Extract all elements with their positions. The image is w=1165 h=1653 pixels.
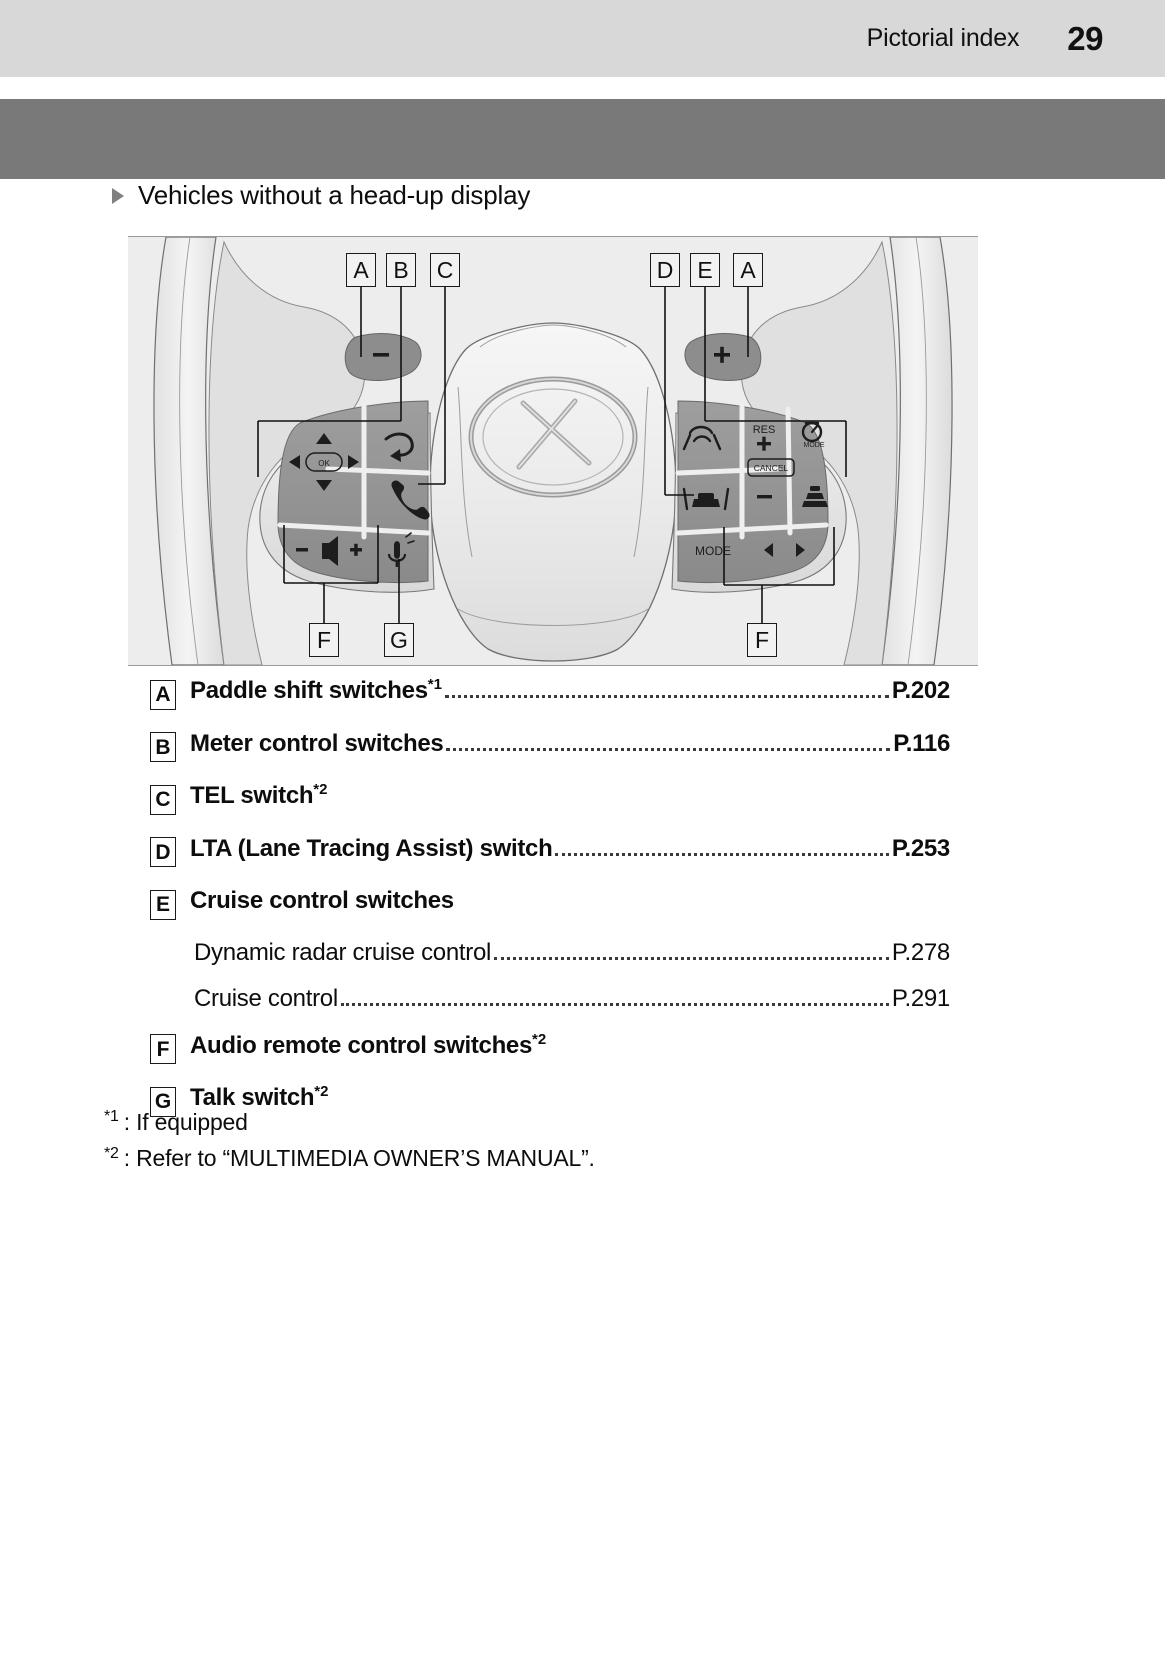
index-page-dynamic-radar[interactable]: P.278	[891, 938, 950, 966]
res-label: RES	[752, 424, 776, 436]
ok-button-label: OK	[318, 459, 330, 468]
steering-wheel-illustration	[128, 237, 978, 665]
callout-a-left: A	[346, 253, 376, 287]
index-letter-e: E	[150, 890, 176, 920]
callout-f-left: F	[309, 623, 339, 657]
mode-small-label: MODE	[803, 442, 825, 449]
paddle-minus-icon	[373, 353, 389, 357]
leader-dots-b	[446, 748, 890, 751]
index-footnote-mark-c: *2	[313, 781, 328, 798]
index-letter-c: C	[150, 785, 176, 815]
index-letter-d: D	[150, 837, 176, 867]
volume-down-icon	[296, 548, 308, 552]
callout-f-right: F	[747, 623, 777, 657]
index-footnote-mark-g: *2	[314, 1083, 329, 1100]
page-header	[0, 0, 1165, 77]
index-page-b[interactable]: P.116	[893, 729, 950, 757]
leader-dots-a	[445, 695, 889, 698]
footnotes	[104, 1108, 1004, 1181]
index-label-e: Cruise control switches	[190, 887, 454, 914]
index-page-cruise-control[interactable]: P.291	[891, 984, 950, 1012]
leader-dots-d	[555, 853, 888, 856]
index-label-cruise-control: Cruise control	[194, 984, 338, 1012]
triangle-right-icon	[112, 188, 124, 204]
leader-dots-cruise-control	[341, 1003, 889, 1006]
footnote-1	[104, 1108, 1004, 1136]
leader-dots-dynamic-radar	[494, 957, 889, 960]
footnote-2-mark: *2	[104, 1144, 119, 1162]
left-switch-cluster[interactable]	[278, 401, 430, 583]
section-heading-label: Vehicles without a head-up display	[138, 180, 531, 210]
chapter-band	[0, 99, 1165, 179]
cruise-minus-icon	[757, 495, 772, 498]
right-switch-cluster[interactable]	[678, 401, 828, 583]
index-page-a[interactable]: P.202	[891, 677, 950, 704]
callout-c: C	[430, 253, 460, 287]
cruise-set-minus-button[interactable]	[757, 495, 772, 498]
index-row-f	[150, 1031, 950, 1062]
paddle-shift-left[interactable]	[345, 334, 421, 381]
callout-b: B	[386, 253, 416, 287]
cancel-label: CANCEL	[753, 463, 789, 473]
index-footnote-mark-a: *1	[427, 676, 442, 693]
index-row-d	[150, 834, 950, 865]
paddle-shift-right[interactable]	[685, 334, 761, 381]
callout-d: D	[650, 253, 680, 287]
header-inner	[867, 0, 1165, 77]
footnote-1-text: : If equipped	[123, 1108, 248, 1135]
callout-g: G	[384, 623, 414, 657]
index-label-g: Talk switch$^{*2}$	[190, 1083, 329, 1111]
index-row-c	[150, 781, 950, 812]
pictorial-index-list	[150, 676, 950, 1136]
index-page-d[interactable]: P.253	[891, 834, 950, 862]
index-label-f: Audio remote control switches$^{*2}$	[190, 1030, 547, 1059]
index-label-d: LTA (Lane Tracing Assist) switch	[190, 834, 553, 862]
callout-e: E	[690, 253, 720, 287]
audio-mode-label: MODE	[695, 544, 731, 558]
index-letter-a: A	[150, 680, 176, 710]
page-title: Pictorial index	[866, 24, 1020, 52]
index-footnote-mark-f: *2	[532, 1030, 547, 1048]
steering-wheel-figure	[128, 236, 978, 666]
index-label-a: Paddle shift switches$^{*1}$	[190, 676, 442, 704]
index-letter-g: G	[150, 1087, 176, 1117]
index-label-dynamic-radar-cruise-control: Dynamic radar cruise control	[194, 938, 492, 966]
footnote-2-text: : Refer to “MULTIMEDIA OWNER’S MANUAL”.	[123, 1145, 595, 1172]
index-label-b: Meter control switches	[190, 729, 444, 757]
index-row-dynamic-radar-cruise-control	[194, 939, 950, 967]
audio-mode-button[interactable]	[695, 544, 731, 558]
airbag-cover	[430, 323, 676, 661]
index-label-c: TEL switch$^{*2}$	[190, 781, 328, 809]
section-heading	[112, 180, 530, 211]
index-row-cruise-control	[194, 985, 950, 1013]
page-number: 29	[1067, 19, 1103, 57]
index-row-a	[150, 676, 950, 707]
footnote-2	[104, 1145, 1004, 1173]
index-letter-b: B	[150, 732, 176, 762]
index-letter-f: F	[150, 1034, 176, 1064]
callout-a-right: A	[733, 253, 763, 287]
footnote-1-mark: *1	[104, 1108, 119, 1125]
index-row-b	[150, 729, 950, 760]
index-row-e	[150, 886, 950, 917]
